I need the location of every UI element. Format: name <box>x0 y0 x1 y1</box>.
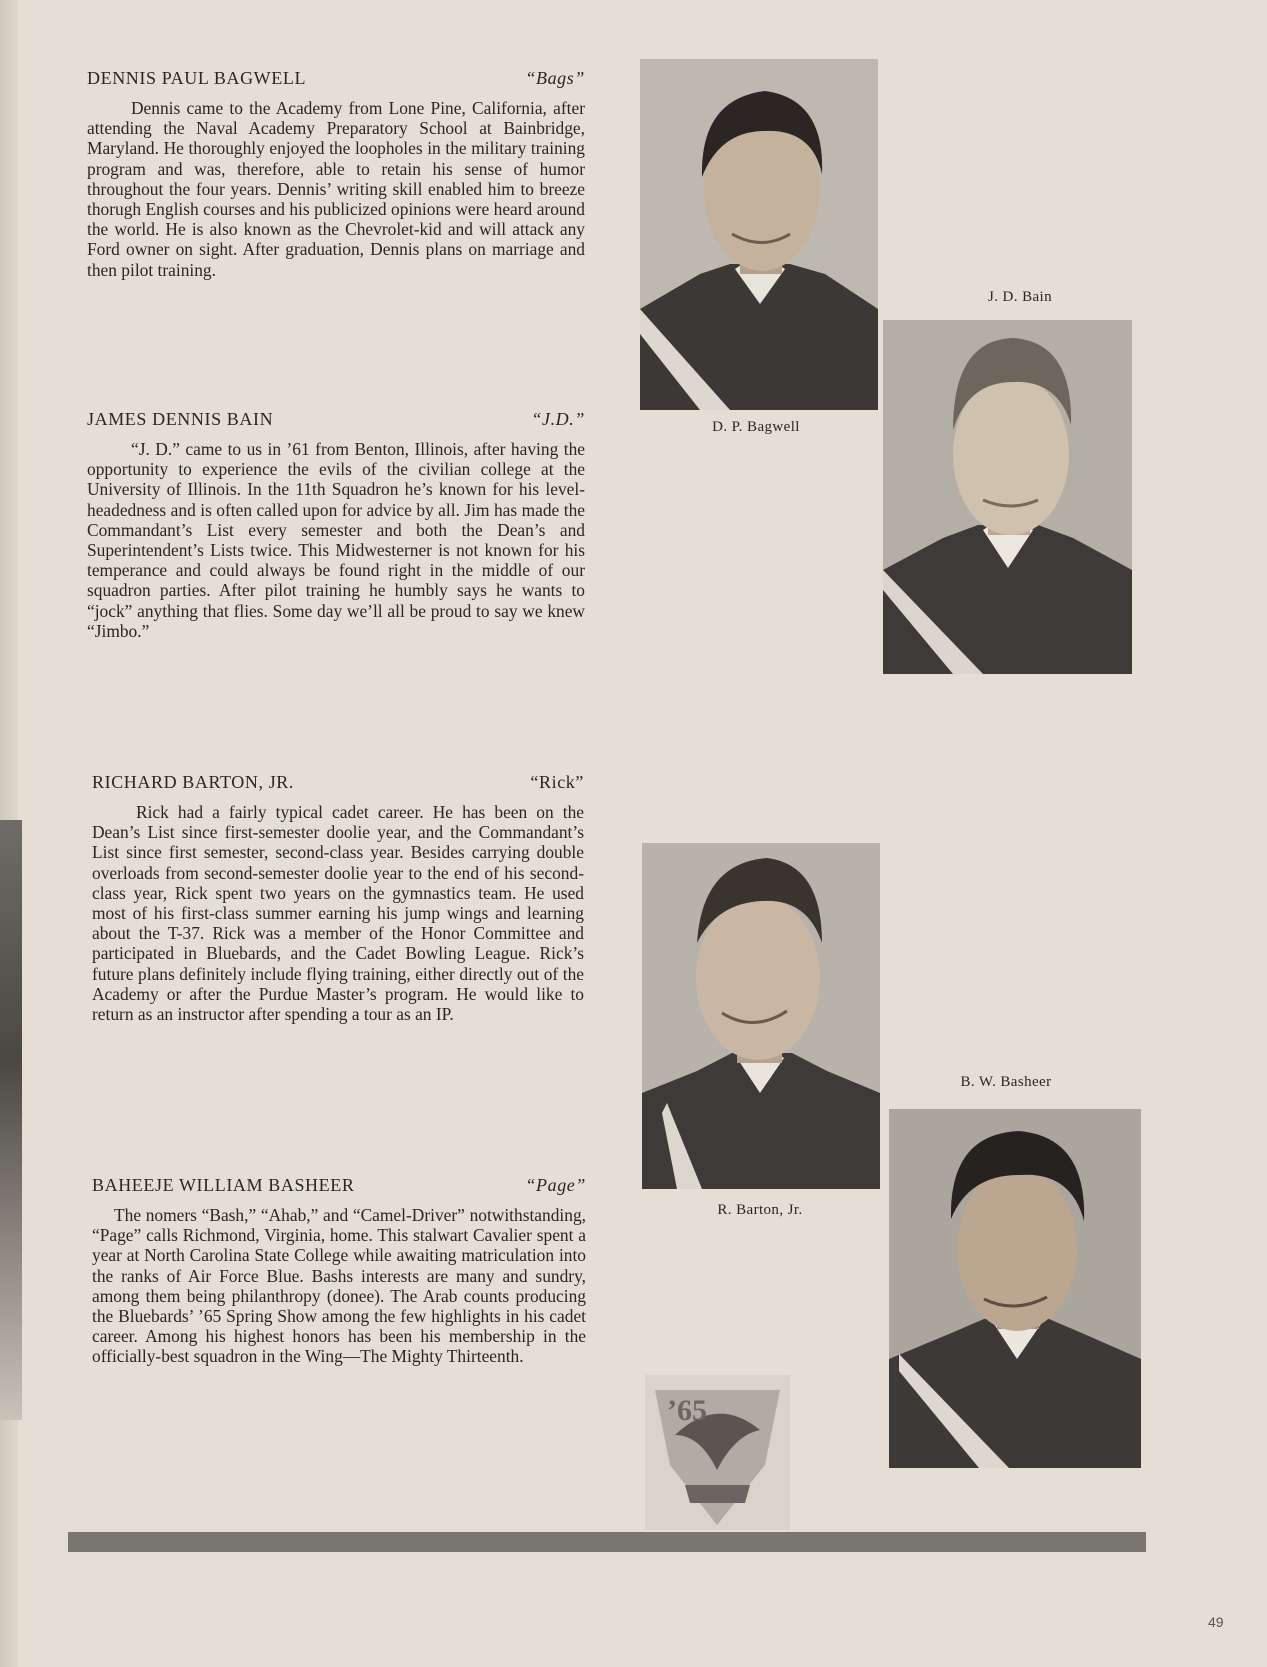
eagle-crest-icon <box>645 1375 790 1530</box>
bio-bain <box>87 409 585 641</box>
cadet-nickname: “Rick” <box>530 772 584 792</box>
photo-caption-barton: R. Barton, Jr. <box>717 1202 803 1218</box>
cadet-name: BAHEEJE WILLIAM BASHEER <box>92 1175 355 1195</box>
cadet-name: JAMES DENNIS BAIN <box>87 409 274 429</box>
bio-text: Dennis came to the Academy from Lone Pine, California, after attending the Naval Academy Preparatory School at Bainbridge, Maryland. He thoroughly enjoyed the loopholes in the military training program and was, therefore, able to retain his sense of humor throughout the four years. Dennis’ writing skill enabled him to breeze thorugh English courses and his publicized opinions were heard around the world. He is also known as the Chevrolet-kid and will attack any Ford owner on sight. After graduation, Dennis plans on marriage and then pilot training. <box>87 98 585 280</box>
bio-text: The nomers “Bash,” “Ahab,” and “Camel-Driver” notwithstanding, “Page” calls Richmond, Virginia, home. This stalwart Cavalier spent a year at North Carolina State College while awaiting matriculation into the ranks of Air Force Blue. Bashs interests are many and sundry, among them being philanthropy (donee). The Arab counts producing the Bluebards’ ’65 Spring Show among the few highlights in his cadet career. Among his highest honors has been his membership in the officially-best squadron in the Wing—The Mighty Thirteenth. <box>92 1205 586 1367</box>
bio-text: “J. D.” came to us in ’61 from Benton, Illinois, after having the opportunity to experience the evils of the civilian college at the University of Illinois. In the 11th Squadron he’s known for his level-headedness and is often called upon for advice by all. Jim has made the Commandant’s List every semester and both the Dean’s and Superintendent’s Lists twice. This Midwesterner is not known for his temperance and could always be found right in the middle of our squadron parties. After pilot training he humbly says he wants to “jock” anything that flies. Some day we’ll all be proud to say we knew “Jimbo.” <box>87 439 585 641</box>
portrait-photo-bagwell <box>640 59 878 410</box>
portrait-photo-basheer <box>889 1109 1141 1468</box>
cadet-nickname: “J.D.” <box>531 409 585 429</box>
bio-header <box>87 409 585 435</box>
bio-header <box>87 68 585 94</box>
facing-page-photo-edge <box>0 820 22 1420</box>
cadet-nickname: “Page” <box>525 1175 586 1195</box>
photo-caption-basheer: B. W. Basheer <box>960 1074 1052 1090</box>
page-number: 49 <box>1208 1614 1224 1630</box>
cadet-name: RICHARD BARTON, JR. <box>92 772 295 792</box>
class-crest <box>645 1375 790 1530</box>
bio-basheer <box>92 1175 586 1367</box>
cadet-nickname: “Bags” <box>525 68 585 88</box>
svg-text:’65: ’65 <box>667 1394 707 1427</box>
photo-caption-bagwell: D. P. Bagwell <box>712 419 800 435</box>
bio-header <box>92 772 584 798</box>
bio-header <box>92 1175 586 1201</box>
photo-caption-bain: J. D. Bain <box>988 289 1052 305</box>
cadet-name: DENNIS PAUL BAGWELL <box>87 68 307 88</box>
bio-barton <box>92 772 584 1024</box>
bio-text: Rick had a fairly typical cadet career. He has been on the Dean’s List since first-semester doolie year, and the Commandant’s List since first semester, second-class year. Besides carrying double overloads from second-semester doolie year to the end of his second-class year, Rick spent two years on the gymnastics team. He used most of his first-class summer earning his jump wings and learning about the T-37. Rick was a member of the Honor Committee and participated in Bluebards, and the Cadet Bowling League. Rick’s future plans definitely include flying training, either directly out of the Academy or after the Purdue Master’s program. He would like to return as an instructor after spending a tour as an IP. <box>92 802 584 1025</box>
portrait-photo-bain <box>883 320 1132 674</box>
footer-rule <box>68 1532 1146 1552</box>
bio-bagwell <box>87 68 585 280</box>
portrait-photo-barton <box>642 843 880 1189</box>
